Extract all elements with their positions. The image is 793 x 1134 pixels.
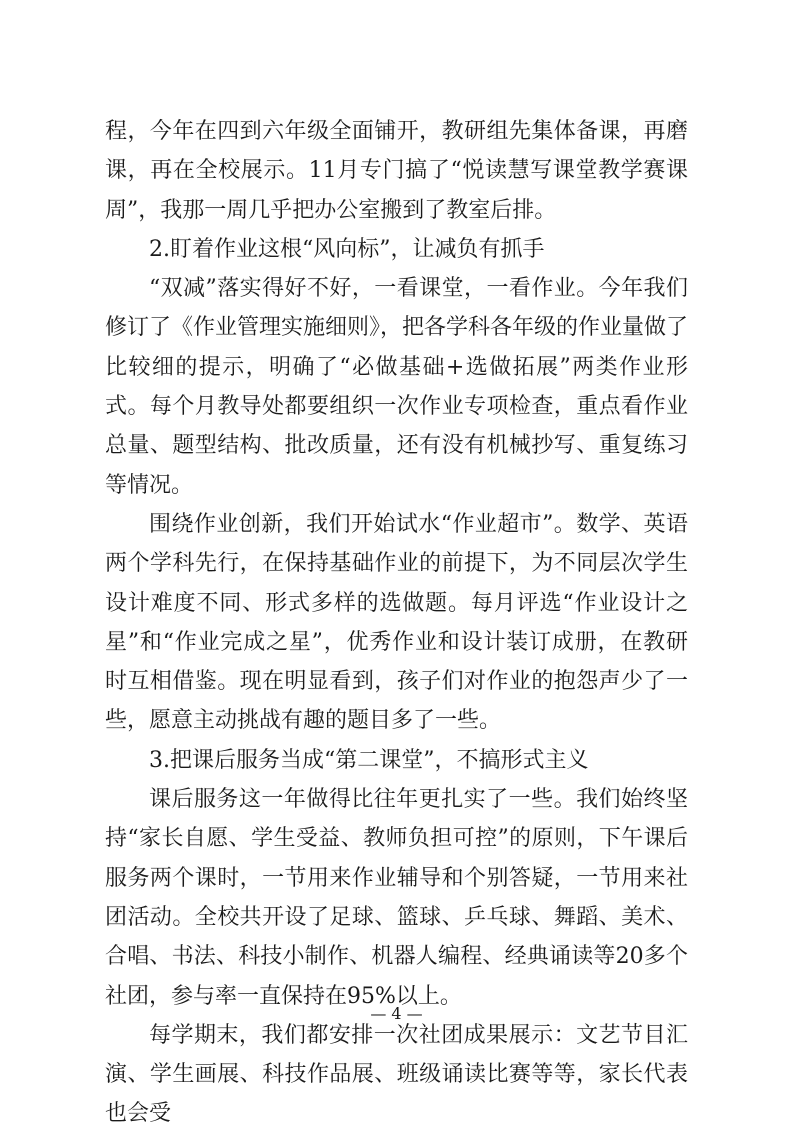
page-number: — 4 — <box>370 1004 423 1023</box>
section-heading-2: 2.盯着作业这根“风向标”，让减负有抓手 <box>149 236 545 262</box>
paragraph-continued: 程，今年在四到六年级全面铺开，教研组先集体备课，再磨课，再在全校展示。11月专门搞了“悦读慧写课堂教学赛课周”，我那一周几乎把办公室搬到了教室后排。 <box>105 119 688 223</box>
paragraph: “双减”落实得好不好，一看课堂，一看作业。今年我们修订了《作业管理实施细则》，把各学科各年级的作业量做了比较细的提示，明确了“必做基础+选做拓展”两类作业形式。每个月教导处都要组织一次作业专项检查，重点看作业总量、题型结构、批改质量，还有没有机械抄写、重复练习等情况。 <box>105 276 689 498</box>
body-text <box>105 112 688 1134</box>
paragraph: 每学期末，我们都安排一次社团成果展示：文艺节目汇演、学生画展、科技作品展、班级诵读比赛等等，家长代表也会受 <box>105 1022 688 1127</box>
paragraph: 围绕作业创新，我们开始试水“作业超市”。数学、英语两个学科先行，在保持基础作业的前提下，为不同层次学生设计难度不同、形式多样的选做题。每月评选“作业设计之星”和“作业完成之星”，优秀作业和设计装订成册，在教研时互相借鉴。现在明显看到，孩子们对作业的抱怨声少了一些，愿意主动挑战有趣的题目多了一些。 <box>105 511 688 734</box>
section-heading-3: 3.把课后服务当成“第二课堂”，不搞形式主义 <box>149 747 589 773</box>
paragraph: 课后服务这一年做得比往年更扎实了一些。我们始终坚持“家长自愿、学生受益、教师负担可控”的原则，下午课后服务两个课时，一节用来作业辅导和个别答疑，一节用来社团活动。全校共开设了足球、篮球、乒乓球、舞蹈、美术、合唱、书法、科技小制作、机器人编程、经典诵读等20多个社团，参与率一直保持在95%以上。 <box>105 787 688 1009</box>
